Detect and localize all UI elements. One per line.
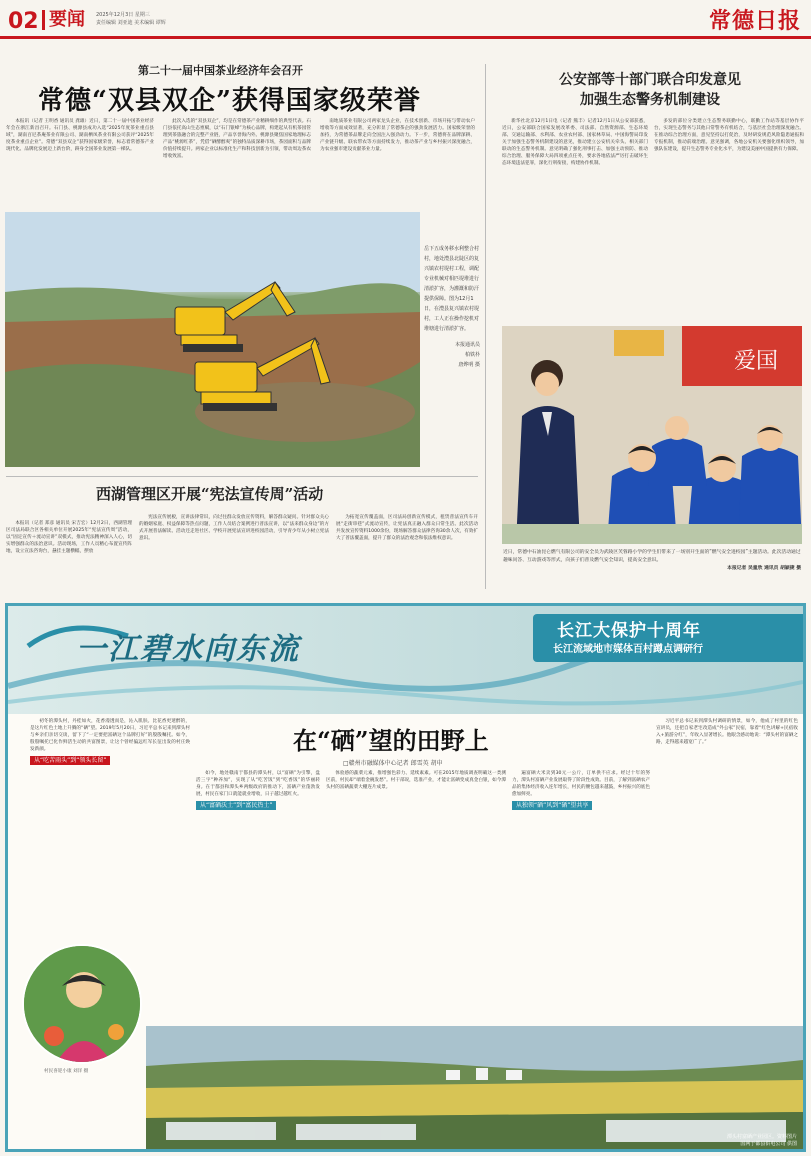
villager-portrait xyxy=(22,944,142,1064)
security-col-2: 多发的部位分类建立生态警务联勤中心，联勤工作站等基层协作平台，实现生态警务与其他日常警务有机结合，与基层社会治理深度融合。在推动综合治理方面，意见坚持以打促治，及时研发规范风险隐患通报和专报机制，推动前端治理。意见强调，各地公安机关要强化组织领导，加强队伍建设，提升生态警务专业化水平，为建设美丽中国提供有力保障。 xyxy=(654,119,804,152)
xihu-col-1: 本报讯（记者 郑彦 通讯员 宋吉宏）12月2日，西湖管理区司法局联合区各相关单位开展2025年“宪法宣传周”活动，以“固定宣传＋流动宣讲”双模式，推动宪法精神深入人心，切实增强群众的法治意识。活动现场，工作人员精心布置宣传阵地，设立宣法咨询台，悬挂主题横幅，摆放 xyxy=(6,521,132,554)
column-divider xyxy=(485,64,486,589)
xihu-col-2: 宪法宣传展板，宣讲法律常识，向过往群众发放宣传资料，解答群众疑问。针对群众关心的婚姻家庭、权益保障等热点问题，工作人员结合案例进行普法宣讲，以“法来群众身边”的方式开展普法解读。活动还走进社区、学校开展宪法宣讲进校园活动，引导青少年从小树立宪法意识。 xyxy=(139,515,329,541)
feature-col-4: 遍富硒大米卖到30元一公斤，订单供不应求。经过十年的努力，潭头村富硒产业发展取得了阶段性成效。目前，了解到富硒农产品的集体经济收入连年增长，村民的腰包越来越鼓，乡村振兴的底色愈加鲜亮。 从独领“硒”风到“硒”望共享 xyxy=(512,771,650,809)
section-title: 要闻 xyxy=(42,10,85,30)
feature-subhead-1: 从“吃苦雨头”到“领头长留” xyxy=(30,756,110,765)
feature-banner xyxy=(8,606,803,714)
feature-subhead-3: 从独领“硒”风到“硒”望共享 xyxy=(512,801,592,810)
farmland-caption: 潭头村富硒产业园区。资料图片 国网于都县供电公司 供图 xyxy=(726,1134,797,1147)
feature-col-1: 初冬的潭头村，丹桂如火，花香漫透而是，沁入肌肤。比花香更迷醉的，是这片红色土地上升腾的“硒”望。2019年5月20日，习近平总书记来到潭头村与乡亲们亲切交谈，留下了“一定要把富硒这个品牌打好”的殷殷嘱托。如今，殷殷嘱托已化作鲜活生动的共富图景，让这个曾经偏远红军长征出发的村庄焕发新颜。 从“吃苦雨头”到“领头长留” xyxy=(30,719,190,764)
lead-col-1: 本报讯（记者 王明香 通讯员 龚雄）近日，第二十一届中国茶业经济年会在浙江新昌召开。石门县、桃源县成功入选“2025年度茶业重点县域”，湖南百尼茶庵茶业有限公司、湖南栖凤茶业有限公司获评“2025年度茶业重点企业”。常德“双县双企”获得国家级荣誉，标志着常德茶产业现代化、品牌化发展迈上新台阶，跻身全国茶业发展第一梯队。 xyxy=(6,119,154,152)
lead-col-2: 此次入选的“双县双企”，均是在常德茶产业精耕细作的典型代表。石门县依托高山生态禀赋，以“石门银峰”为核心品牌，构建起从有机茶园管理到茶旅融合的完整产业链，产品享誉海内外。桃源县聚焦国家地理标志产品“桃源红茶”，凭借“硒酵醇爽”的独特品质深耕市场，茶园面积与品牌价值持续提升。两家企业以标准化生产和科技创新为引领，带动周边茶农增收致富。 xyxy=(163,119,311,159)
page-header xyxy=(0,0,811,42)
feature-headline: 在“硒”望的田野上 xyxy=(293,726,489,755)
feature-byline: □赣州市融媒体中心记者 郎雪英 胡申 xyxy=(343,760,443,767)
feature-col-5: 习近平总书记来到潭头村调研的情景，如今，他成了村里的红色宣讲员，还把自家老宅改造成“外公家”民宿，靠着“红色讲解+民宿收入+旅游分红”，年收入显著增长。他眼含感动地说：“潭头村的富硒之路，走得越来越宽广了。” xyxy=(656,719,798,745)
banner-title: 一江碧水向东流 xyxy=(76,632,300,667)
badge-title: 长江大保护十周年 xyxy=(557,621,701,641)
xihu-col-3: 为拓宽宣传覆盖面，区司法局创新宣传模式，租赁普法宣传车开展“走街串巷”式流动宣传，让宪法真正融入群众日常生活。此次活动共发放宣传资料1000余份，现场解答群众法律咨询30余人次，有效扩大了普法覆盖面，提升了群众的法治观念和依法维权意识。 xyxy=(336,515,478,541)
excavator-photo xyxy=(5,212,420,467)
feature-col-2: 如今，地处赣南于都县的潭头村，以“富硒”为引擎，盘活三字“种养加”，实现了从“吃苦饭”到“吃香饭”的华丽转身。在于都县和潭头乡两级政府的推动下，富硒产业蓬勃发展，村民在家门口就能就业增收，日子越过越红火。 从“富硒沃土”到“富民热土” xyxy=(196,771,320,809)
security-headline: 公安部等十部门联合印发意见 加强生态警务机制建设 xyxy=(559,72,741,108)
gas-safety-photo xyxy=(502,326,802,544)
excavator-caption: 岳下五成务移水利整合村村，地处澧县北陡区的复兴镇农村堤村工程，调配专业机械对相匹堤堆进行清淤扩容，为灌溉和防汗提供保障。图为12月1日，在澧县复兴镇农村堤村，工人正在操作挖机对堆塘进行清淤扩容。 本报通讯员 柏铁朴 唐烨明 摄 xyxy=(424,246,480,368)
farmland-photo xyxy=(146,1026,803,1152)
page-number: 02 xyxy=(8,9,39,34)
newspaper-logo: 常德日报 xyxy=(708,8,801,34)
security-col-1: 新华社北京12月1日电（记者 熊丰）记者12月1日从公安部获悉，近日，公安部联合国家发展改革委、司法部、自然资源部、生态环境部、交通运输部、水利部、农业农村部、国家林草局、中国海警局印发关于加强生态警务机制建设的意见，推动建立公安机关牵头、相关部门联动的生态警务机制。意见明确了强化刑事打击、加强主动预防、推动综合治理、服务保障大局四项重点任务，要求各地依法严厉打击破坏生态环境违法犯罪，深化行刑衔接，构建协作机制。 xyxy=(502,119,648,166)
portrait-caption: 村民喜迎小康 刘洋 摄 xyxy=(44,1069,89,1074)
lead-col-3: 南地质茶业有限公司两家龙头企业，在技术创新、市场开拓与带动农户增收等方面成效显著，充分彰显了常德茶企的强劲发展活力。国家级荣誉的加持，为常德茶品牌走向全国注入强劲动力。下一步，常德将在品牌深耕、产业链升级、联农带农等方面持续发力，推动茶产业与乡村振兴深度融合，为农业强市建设贡献茶业力量。 xyxy=(320,119,475,152)
gas-safety-caption: 近日，常德中石油昆仑燃气有限公司的安全员为武陵区芙蓉路小学的学生们带来了一场别开生面的“燃气安全进校园”主题活动。此次活动通过趣味问答、互动游戏等形式，向孩子们普及燃气安全知识，提高安全意识。 本报记者 吴童欣 通讯员 胡颖捷 摄 xyxy=(503,550,801,571)
lead-headline: 常德“双县双企”获得国家级荣誉 xyxy=(38,86,421,116)
banner-sign: 爱国 xyxy=(734,349,779,374)
section-divider xyxy=(6,476,478,477)
badge-subtitle: 长江流域地市媒体百村蹲点调研行 xyxy=(553,644,703,655)
lead-kicker: 第二十一届中国茶业经济年会召开 xyxy=(138,64,303,77)
feature-subhead-2: 从“富硒沃土”到“富民热土” xyxy=(196,801,276,810)
series-badge xyxy=(533,614,803,662)
publication-info: 2025年12月3日 星期三 责任编辑 刘亚迪 美术编辑 谭辉 xyxy=(96,12,166,26)
feature-section xyxy=(5,603,806,1152)
header-rule xyxy=(0,36,811,39)
feature-col-3: 体验感的蔬菜元素，推增强色彩力、延续素素。可在2015年地质调查明确这一类测区前，村民却“端着金碗发愁”。村干部说，选准产业，才能让富硒变成真金白银，如今潭头村的富硒蔬菜大棚连片成景。 xyxy=(326,771,506,790)
xihu-headline: 西湖管理区开展“宪法宣传周”活动 xyxy=(96,485,324,503)
